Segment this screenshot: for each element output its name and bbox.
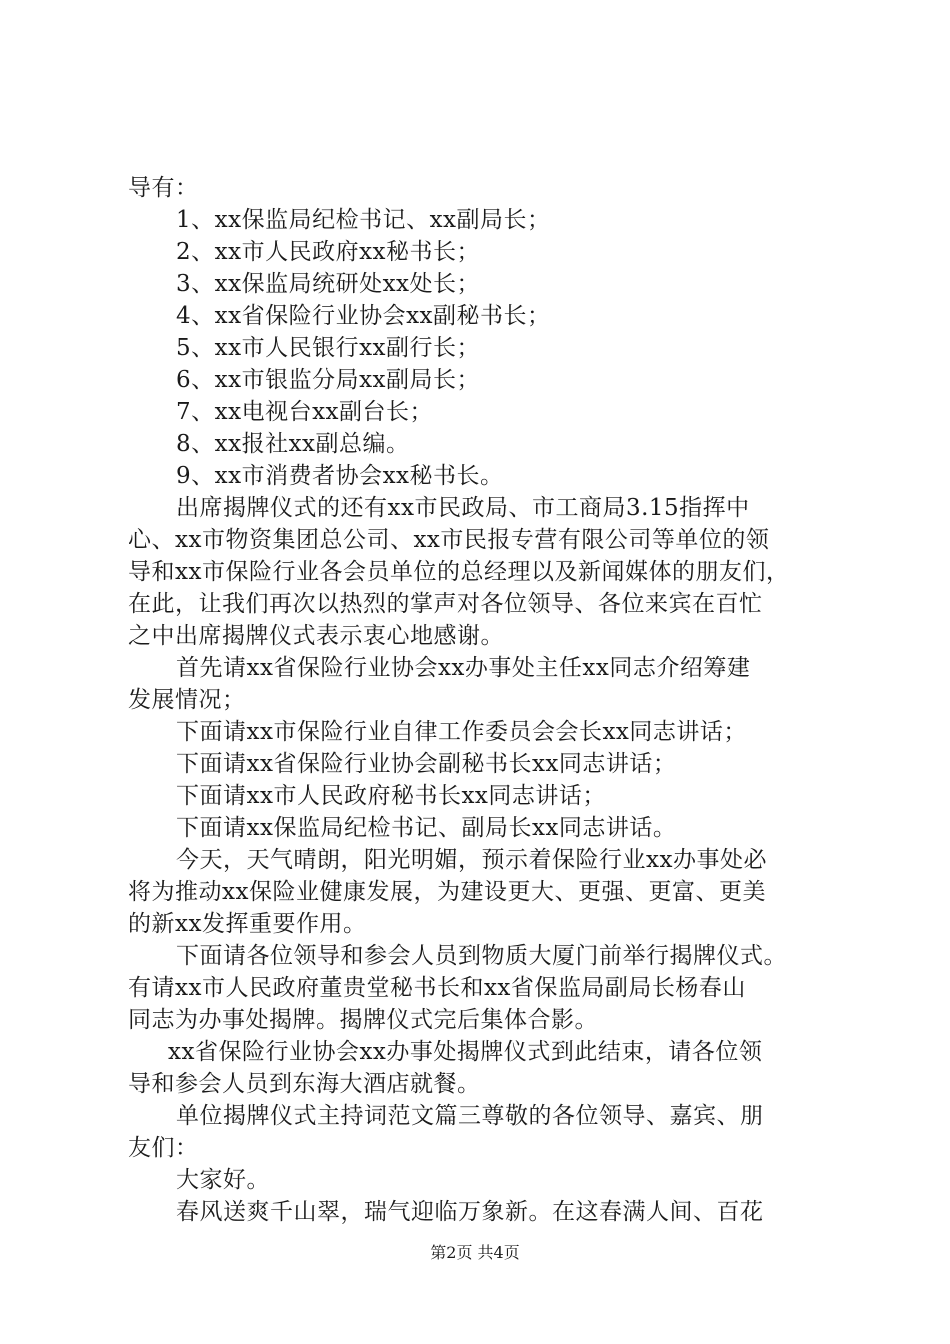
text-line: 下面请xx保监局纪检书记、副局长xx同志讲话。 [176, 815, 677, 841]
text-line: 出席揭牌仪式的还有xx市民政局、市工商局3.15指挥中 [176, 495, 750, 521]
text-line: 的新xx发挥重要作用。 [128, 911, 367, 937]
text-line: 3、xx保监局统研处xx处长； [176, 271, 481, 297]
text-line: 首先请xx省保险行业协会xx办事处主任xx同志介绍筹建 [176, 655, 751, 681]
text-line: 导有： [128, 175, 199, 201]
text-line: 发展情况； [128, 687, 246, 713]
text-line: 大家好。 [176, 1167, 270, 1193]
text-line: 2、xx市人民政府xx秘书长； [176, 239, 481, 265]
text-line: 下面请xx市人民政府秘书长xx同志讲话； [176, 783, 606, 809]
text-line: 春风送爽千山翠，瑞气迎临万象新。在这春满人间、百花 [176, 1199, 764, 1225]
text-line: 导和参会人员到东海大酒店就餐。 [128, 1071, 481, 1097]
text-line: 同志为办事处揭牌。揭牌仪式完后集体合影。 [128, 1007, 598, 1033]
text-line: 心、xx市物资集团总公司、xx市民报专营有限公司等单位的领 [128, 527, 770, 553]
text-line: 今天，天气晴朗，阳光明媚，预示着保险行业xx办事处必 [176, 847, 767, 873]
text-line: 单位揭牌仪式主持词范文篇三尊敬的各位领导、嘉宾、朋 [176, 1103, 764, 1129]
text-line: 在此，让我们再次以热烈的掌声对各位领导、各位来宾在百忙 [128, 591, 763, 617]
text-line: 下面请xx省保险行业协会副秘书长xx同志讲话； [176, 751, 677, 777]
text-line: 将为推动xx保险业健康发展，为建设更大、更强、更富、更美 [128, 879, 766, 905]
text-line: 8、xx报社xx副总编。 [176, 431, 410, 457]
text-line: 友们： [128, 1135, 199, 1161]
text-line: 7、xx电视台xx副台长； [176, 399, 434, 425]
text-line: 导和xx市保险行业各会员单位的总经理以及新闻媒体的朋友们， [128, 559, 790, 585]
document-body [128, 172, 834, 1228]
text-line: 之中出席揭牌仪式表示衷心地感谢。 [128, 623, 504, 649]
text-line: 下面请各位领导和参会人员到物质大厦门前举行揭牌仪式。 [176, 943, 787, 969]
text-line: 9、xx市消费者协会xx秘书长。 [176, 463, 504, 489]
text-line: 有请xx市人民政府董贵堂秘书长和xx省保监局副局长杨春山 [128, 975, 746, 1001]
text-line: 4、xx省保险行业协会xx副秘书长； [176, 303, 551, 329]
text-line: 下面请xx市保险行业自律工作委员会会长xx同志讲话； [176, 719, 747, 745]
text-line: xx省保险行业协会xx办事处揭牌仪式到此结束，请各位领 [168, 1039, 763, 1065]
text-line: 5、xx市人民银行xx副行长； [176, 335, 481, 361]
text-line: 1、xx保监局纪检书记、xx副局长； [176, 207, 551, 233]
text-line: 6、xx市银监分局xx副局长； [176, 367, 481, 393]
page-footer: 第2页 共4页 [430, 1243, 520, 1262]
